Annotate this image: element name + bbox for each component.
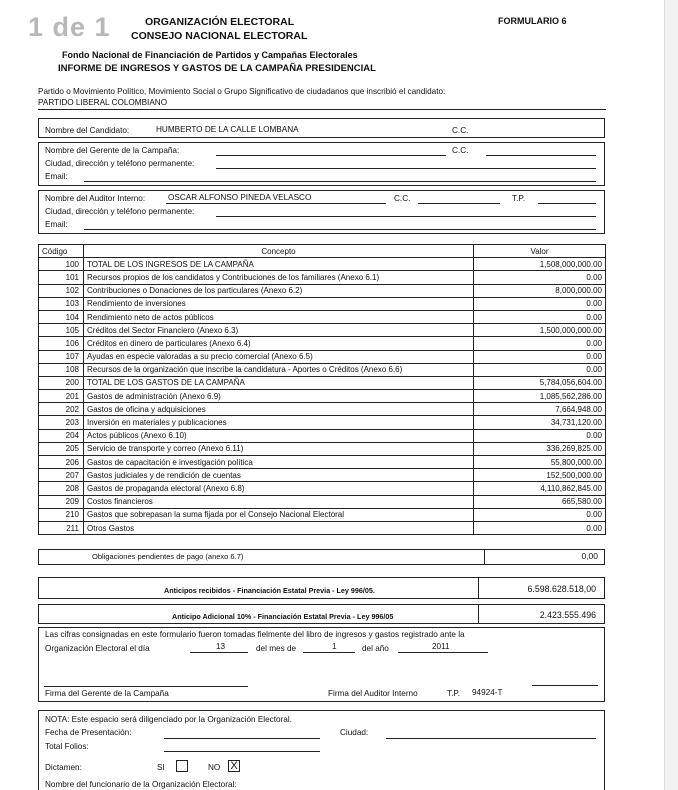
certification-day: 13 [216, 642, 226, 651]
row-code: 104 [39, 310, 84, 323]
table-row [39, 416, 606, 429]
auditor-address-line [216, 216, 596, 217]
si-label: SI [157, 763, 165, 772]
row-value: 55,800,000.00 [474, 456, 606, 469]
header-fund: Fondo Nacional de Financiación de Partidos y Campañas Electorales [62, 50, 358, 60]
table-header-row [39, 245, 606, 258]
presentation-date-label: Fecha de Presentación: [45, 728, 132, 737]
additional-value: 2.423.555.496 [539, 610, 596, 620]
city-line[interactable] [386, 738, 596, 739]
row-value: 0.00 [474, 508, 606, 521]
obligations-label: Obligaciones pendientes de pago (anexo 6.7) [92, 552, 244, 561]
table-row [39, 456, 606, 469]
auditor-cc-line [418, 203, 500, 204]
auditor-address-label: Ciudad, dirección y teléfono permanente: [45, 207, 195, 216]
table-row [39, 429, 606, 442]
row-value: 0.00 [474, 363, 606, 376]
table-row [39, 297, 606, 310]
auditor-name: OSCAR ALFONSO PINEDA VELASCO [168, 193, 312, 202]
row-value: 0.00 [474, 271, 606, 284]
table-row [39, 324, 606, 337]
table-row [39, 390, 606, 403]
auditor-email-line [84, 229, 596, 230]
city-label: Ciudad: [340, 728, 369, 737]
tp-value: 94924-T [472, 688, 503, 697]
row-value: 34,731,120.00 [474, 416, 606, 429]
row-value: 0.00 [474, 337, 606, 350]
header-value: Valor [474, 245, 606, 258]
table-row [39, 363, 606, 376]
row-concept: Rendimiento de inversiones [84, 297, 474, 310]
row-concept: Rendimiento neto de actos públicos [84, 310, 474, 323]
row-value: 0.00 [474, 297, 606, 310]
row-code: 205 [39, 442, 84, 455]
row-code: 203 [39, 416, 84, 429]
table-row [39, 442, 606, 455]
row-value: 1,500,000,000.00 [474, 324, 606, 337]
row-value: 1,085,562,286.00 [474, 390, 606, 403]
row-code: 208 [39, 482, 84, 495]
si-checkbox[interactable] [176, 760, 188, 772]
manager-email-line [84, 181, 596, 182]
row-concept: TOTAL DE LOS INGRESOS DE LA CAMPAÑA [84, 258, 474, 271]
obligations-divider [484, 549, 485, 565]
row-concept: Otros Gastos [84, 521, 474, 534]
header-org: ORGANIZACIÓN ELECTORAL [145, 16, 295, 28]
table-row [39, 508, 606, 521]
scrollbar[interactable] [664, 0, 678, 790]
manager-email-label: Email: [45, 172, 68, 181]
auditor-tp-label: T.P. [512, 194, 526, 203]
auditor-signature-label: Firma del Auditor Interno [328, 689, 418, 698]
row-value: 0.00 [474, 310, 606, 323]
header-concept: Concepto [84, 245, 474, 258]
row-code: 210 [39, 508, 84, 521]
table-row [39, 376, 606, 389]
page-indicator: 1 de 1 [28, 12, 111, 42]
manager-signature-line [44, 686, 248, 687]
form-number: FORMULARIO 6 [498, 16, 567, 26]
row-value: 1,508,000,000.00 [474, 258, 606, 271]
row-concept: Contribuciones o Donaciones de los particulares (Anexo 6.2) [84, 284, 474, 297]
row-value: 0.00 [474, 521, 606, 534]
row-concept: Gastos de propaganda electoral (Anexo 6.8) [84, 482, 474, 495]
certification-month-line [303, 652, 355, 653]
auditor-name-label: Nombre del Auditor Interno: [45, 194, 146, 203]
row-code: 202 [39, 403, 84, 416]
certification-day-line [190, 652, 248, 653]
table-row [39, 403, 606, 416]
row-concept: Ayudas en especie valoradas a su precio comercial (Anexo 6.5) [84, 350, 474, 363]
row-code: 102 [39, 284, 84, 297]
additional-divider [478, 604, 479, 624]
row-value: 152,500,000.00 [474, 469, 606, 482]
certification-text: Las cifras consignadas en este formulario fueron tomadas fielmente del libro de ingresos y gastos registrado ante la [45, 630, 465, 639]
table-row [39, 350, 606, 363]
party-underline [38, 109, 606, 110]
tp-signature-line [532, 685, 598, 686]
row-concept: Créditos en dinero de particulares (Anexo 6.4) [84, 337, 474, 350]
table-row [39, 495, 606, 508]
row-value: 5,784,056,604.00 [474, 376, 606, 389]
row-concept: Actos públicos (Anexo 6.10) [84, 429, 474, 442]
advances-label: Anticipos recibidos - Financiación Estatal Previa - Ley 996/05. [164, 586, 375, 595]
note-text: NOTA: Este espacio será diligenciado por la Organización Electoral. [45, 715, 292, 724]
row-value: 665,580.00 [474, 495, 606, 508]
auditor-cc-label: C.C. [394, 194, 411, 203]
row-concept: Gastos judiciales y de rendición de cuentas [84, 469, 474, 482]
manager-cc-line [486, 155, 596, 156]
table-row [39, 521, 606, 534]
report-title: INFORME DE INGRESOS Y GASTOS DE LA CAMPAÑA PRESIDENCIAL [58, 63, 376, 74]
manager-signature-label: Firma del Gerente de la Campaña [45, 689, 169, 698]
tp-label: T.P. [447, 689, 461, 698]
additional-label: Anticipo Adicional 10% - Financiación Estatal Previa - Ley 996/05 [172, 612, 394, 621]
row-code: 100 [39, 258, 84, 271]
certification-year-line [398, 652, 488, 653]
row-concept: Recursos de la organización que inscribe la candidatura - Aportes o Créditos (Anexo 6.6) [84, 363, 474, 376]
row-code: 209 [39, 495, 84, 508]
row-code: 204 [39, 429, 84, 442]
row-value: 4,110,862,845.00 [474, 482, 606, 495]
certification-year-label: del año [362, 644, 389, 653]
folios-line[interactable] [164, 751, 320, 752]
table-row [39, 469, 606, 482]
row-concept: Gastos de administración (Anexo 6.9) [84, 390, 474, 403]
auditor-email-label: Email: [45, 220, 68, 229]
row-code: 108 [39, 363, 84, 376]
party-value: PARTIDO LIBERAL COLOMBIANO [38, 98, 168, 107]
official-label: Nombre del funcionario de la Organización Electoral: [45, 780, 237, 789]
certification-month: 1 [332, 642, 337, 651]
row-concept: Servicio de transporte y correo (Anexo 6.11) [84, 442, 474, 455]
header-council: CONSEJO NACIONAL ELECTORAL [131, 30, 308, 42]
advances-value: 6.598.628.518,00 [527, 584, 596, 594]
row-code: 101 [39, 271, 84, 284]
dictamen-label: Dictamen: [45, 763, 82, 772]
obligations-value: 0,00 [581, 551, 598, 561]
row-code: 200 [39, 376, 84, 389]
row-code: 207 [39, 469, 84, 482]
certification-month-label: del mes de [256, 644, 297, 653]
certification-org-label: Organización Electoral el día [45, 644, 150, 653]
candidate-name: HUMBERTO DE LA CALLE LOMBANA [156, 125, 299, 134]
row-code: 206 [39, 456, 84, 469]
table-row [39, 337, 606, 350]
row-concept: Créditos del Sector Financiero (Anexo 6.3) [84, 324, 474, 337]
party-label: Partido o Movimiento Político, Movimiento Social o Grupo Significativo de ciudadanos que inscribió el candidato: [38, 87, 446, 96]
table-row [39, 271, 606, 284]
manager-cc-label: C.C. [452, 146, 469, 155]
row-concept: Gastos de capacitación e investigación política [84, 456, 474, 469]
row-code: 106 [39, 337, 84, 350]
row-concept: TOTAL DE LOS GASTOS DE LA CAMPAÑA [84, 376, 474, 389]
row-value: 7,664,948.00 [474, 403, 606, 416]
row-code: 103 [39, 297, 84, 310]
row-code: 201 [39, 390, 84, 403]
row-code: 211 [39, 521, 84, 534]
no-label: NO [208, 763, 221, 772]
folios-label: Total Folios: [45, 742, 89, 751]
no-checkbox[interactable]: X [228, 760, 240, 772]
presentation-date-line[interactable] [164, 738, 320, 739]
row-code: 107 [39, 350, 84, 363]
manager-name-line [216, 155, 446, 156]
row-concept: Gastos de oficina y adquisiciones [84, 403, 474, 416]
header-code: Código [39, 245, 84, 258]
income-expense-table [38, 244, 606, 535]
row-concept: Costos financieros [84, 495, 474, 508]
manager-address-label: Ciudad, dirección y teléfono permanente: [45, 159, 195, 168]
candidate-cc-label: C.C. [452, 126, 469, 135]
row-value: 0.00 [474, 350, 606, 363]
candidate-label: Nombre del Candidato: [45, 126, 130, 135]
row-value: 0.00 [474, 429, 606, 442]
manager-name-label: Nombre del Gerente de la Campaña: [45, 146, 180, 155]
row-concept: Inversión en materiales y publicaciones [84, 416, 474, 429]
advances-divider [478, 577, 479, 599]
certification-year: 2011 [432, 642, 450, 651]
row-value: 8,000,000.00 [474, 284, 606, 297]
row-code: 105 [39, 324, 84, 337]
auditor-tp-line [538, 203, 596, 204]
table-row [39, 258, 606, 271]
table-row [39, 482, 606, 495]
table-row [39, 284, 606, 297]
row-concept: Gastos que sobrepasan la suma fijada por el Consejo Nacional Electoral [84, 508, 474, 521]
row-concept: Recursos propios de los candidatos y Contribuciones de los familiares (Anexo 6.1) [84, 271, 474, 284]
auditor-name-line [166, 203, 386, 204]
row-value: 336,269,825.00 [474, 442, 606, 455]
table-row [39, 310, 606, 323]
manager-address-line [216, 168, 596, 169]
